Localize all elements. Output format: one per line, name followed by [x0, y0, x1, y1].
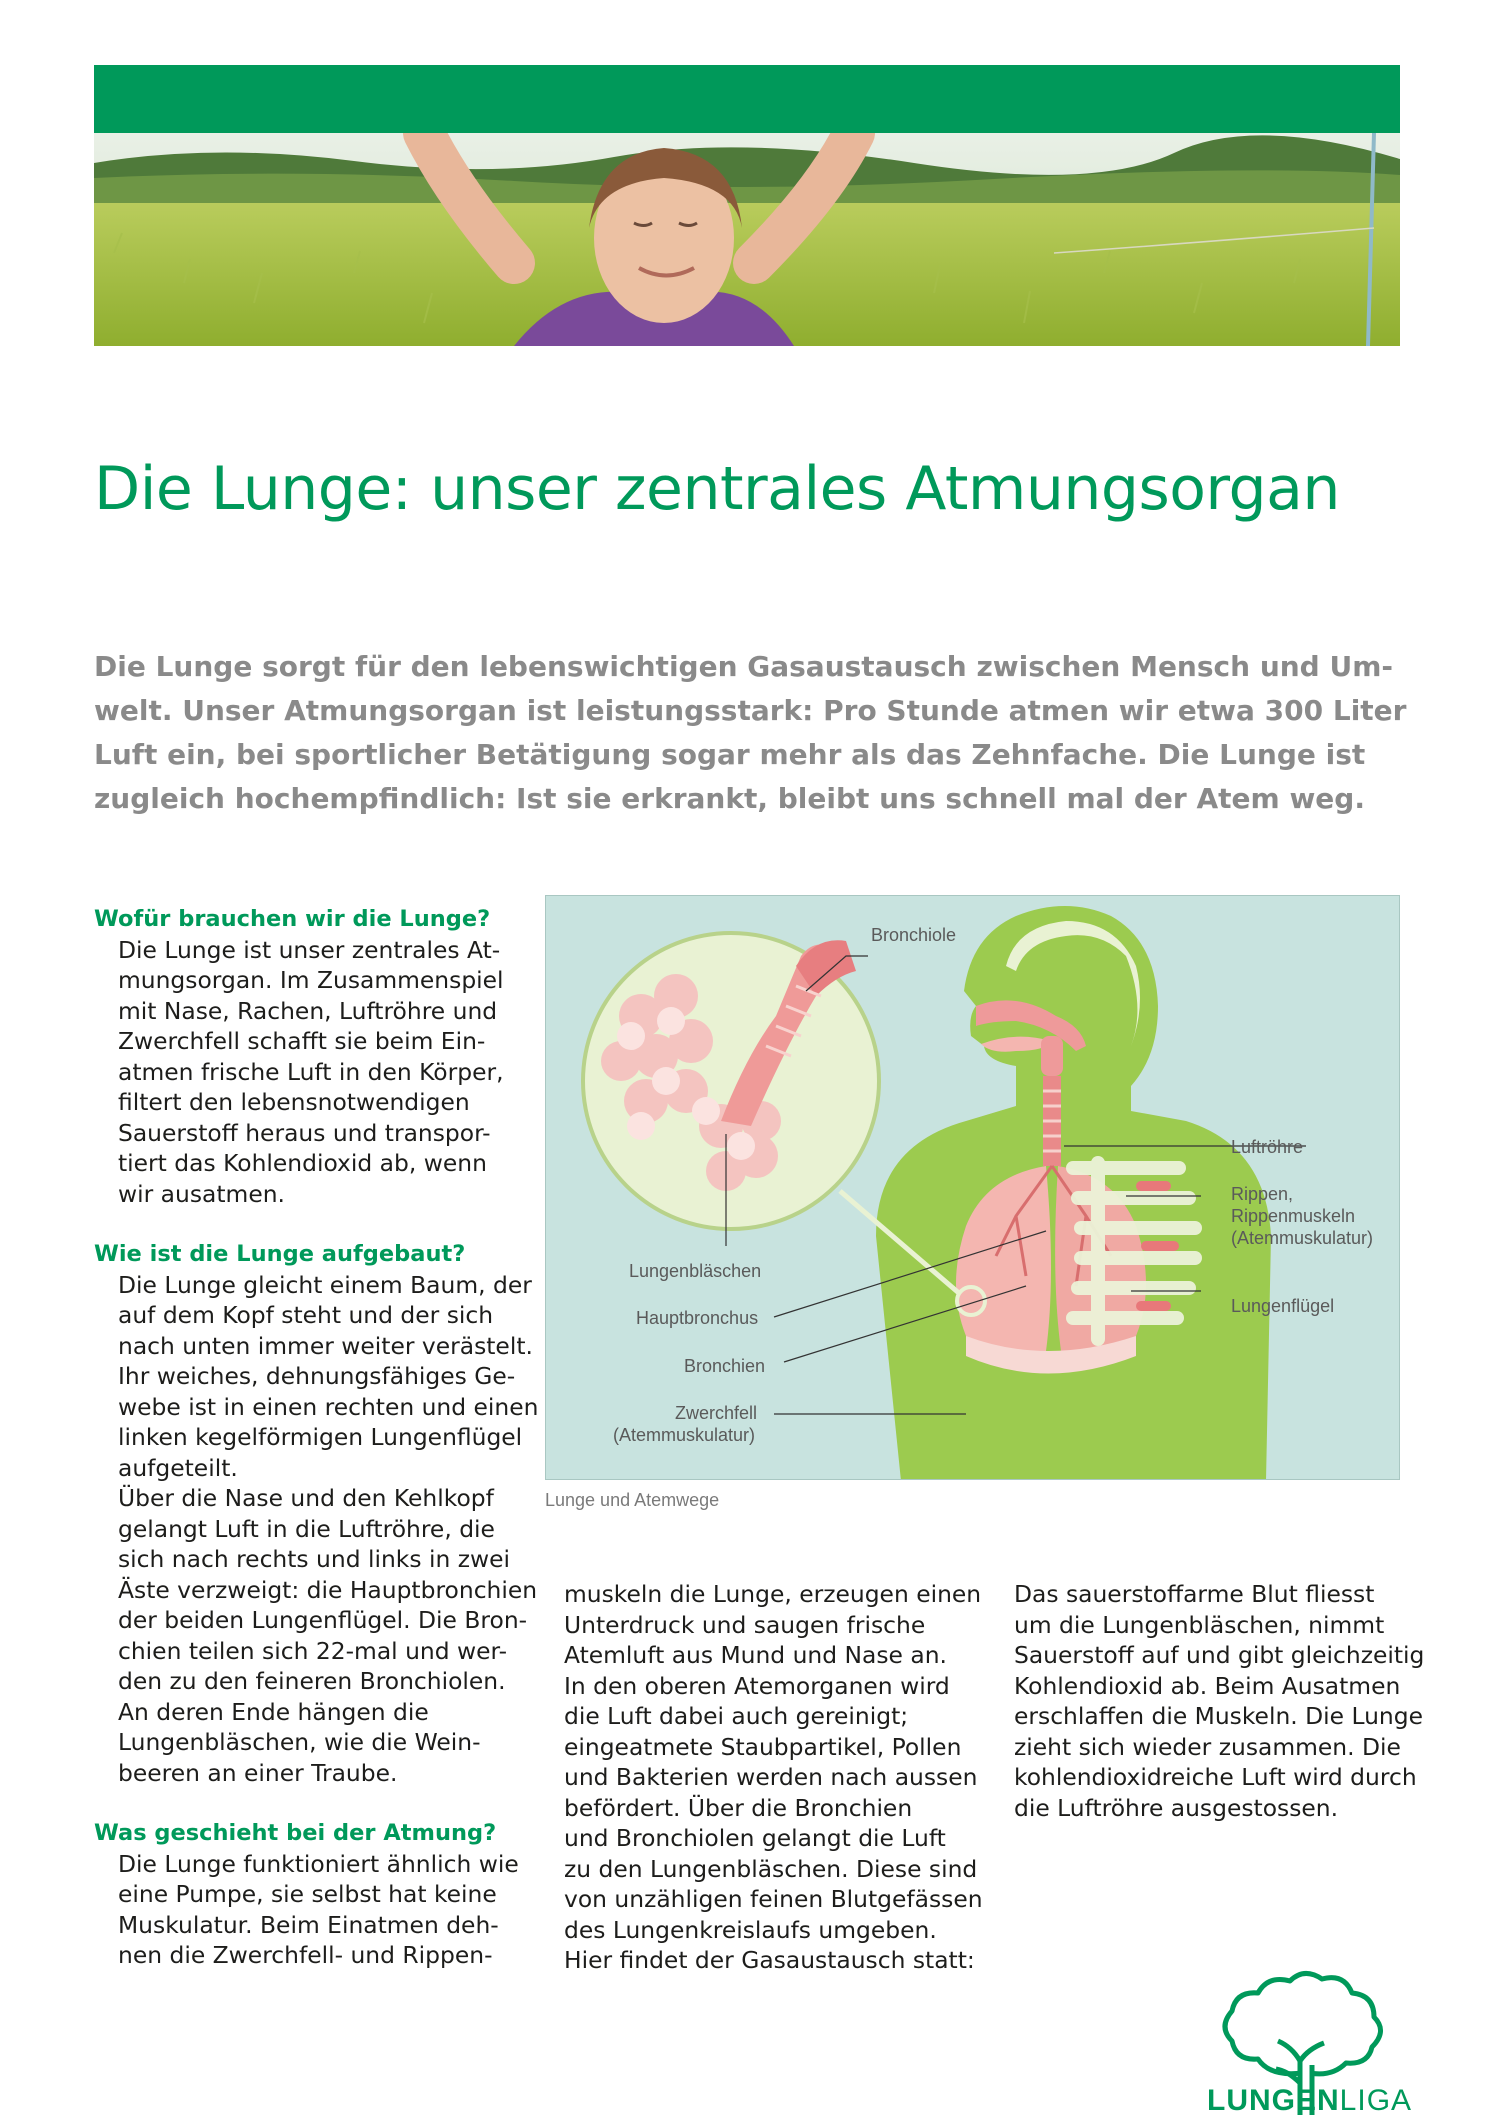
body-line: und Bakterien werden nach aussen [564, 1763, 978, 1791]
label-rippen-3: (Atemmuskulatur) [1231, 1228, 1374, 1248]
body-line: Atemluft aus Mund und Nase an. [564, 1641, 947, 1669]
body-line: kohlendioxidreiche Luft wird durch [1014, 1763, 1417, 1791]
body-line: Sauerstoff auf und gibt gleichzeitig [1014, 1641, 1425, 1669]
body-line: die Luft dabei auch gereinigt; [564, 1702, 909, 1730]
body-line: Unterdruck und saugen frische [564, 1610, 926, 1639]
body-line: sich nach rechts und links in zwei [118, 1545, 511, 1573]
body-line: Die Lunge ist unser zentrales At- [118, 935, 501, 964]
body-line: zieht sich wieder zusammen. Die [1014, 1732, 1401, 1761]
lead-line: Luft ein, bei sportlicher Betätigung sogar mehr als das Zehnfache. Die Lunge ist [94, 738, 1366, 771]
body-line: eine Pumpe, sie selbst hat keine [118, 1880, 497, 1908]
body-line: Kohlendioxid ab. Beim Ausatmen [1014, 1671, 1401, 1700]
body-line: filtert den lebensnotwendigen [118, 1088, 470, 1116]
label-rippen-1: Rippen, [1231, 1184, 1294, 1204]
body-line: Zwerchfell schafft sie beim Ein- [118, 1027, 486, 1055]
body-line: Die Lunge gleicht einem Baum, der [118, 1270, 532, 1299]
label-luftroehre: Luftröhre [1231, 1137, 1304, 1157]
header-green-bar [94, 65, 1400, 133]
lead-line: welt. Unser Atmungsorgan ist leistungsstark: Pro Stunde atmen wir etwa 300 Liter [94, 694, 1407, 727]
lung-diagram [546, 896, 1400, 1480]
section-heading: Wie ist die Lunge aufgebaut? [94, 1241, 466, 1267]
body-line: befördert. Über die Bronchien [564, 1793, 913, 1822]
body-line: In den oberen Atemorganen wird [564, 1671, 950, 1700]
label-bronchiole: Bronchiole [871, 925, 957, 945]
brand-logo-bold: LUNGEN [1207, 2084, 1340, 2117]
label-bronchien: Bronchien [684, 1356, 766, 1376]
body-line: beeren an einer Traube. [118, 1758, 398, 1787]
body-line: nach unten immer weiter verästelt. [118, 1331, 533, 1360]
body-line: Das sauerstoffarme Blut fliesst [1014, 1580, 1375, 1608]
body-line: Über die Nase und den Kehlkopf [118, 1484, 494, 1512]
text-column-1 [94, 904, 539, 1971]
body-line: Äste verzweigt: die Hauptbronchien [118, 1575, 538, 1604]
body-line: zu den Lungenbläschen. Diese sind [564, 1854, 978, 1883]
body-line: um die Lungenbläschen, nimmt [1014, 1610, 1385, 1639]
body-line: Hier findet der Gasaustausch statt: [564, 1946, 975, 1974]
label-rippen-2: Rippenmuskeln [1231, 1206, 1356, 1226]
body-line: Muskulatur. Beim Einatmen deh- [118, 1910, 499, 1939]
body-line: webe ist in einen rechten und einen [118, 1392, 539, 1421]
body-line: linken kegelförmigen Lungenflügel [118, 1423, 523, 1451]
body-line: eingeatmete Staubpartikel, Pollen [564, 1732, 962, 1761]
figure-caption: Lunge und Atemwege [545, 1490, 720, 1510]
body-line: mit Nase, Rachen, Luftröhre und [118, 996, 498, 1025]
body-line: erschlaffen die Muskeln. Die Lunge [1014, 1702, 1423, 1730]
label-lungenfluegel: Lungenflügel [1231, 1296, 1335, 1316]
body-line: mungsorgan. Im Zusammenspiel [118, 966, 504, 994]
label-lungenblaeschen: Lungenbläschen [629, 1261, 762, 1281]
body-line: Die Lunge funktioniert ähnlich wie [118, 1849, 519, 1878]
brand-logo-regular: LIGA [1339, 2084, 1413, 2117]
body-line: auf dem Kopf steht und der sich [118, 1301, 494, 1329]
body-line: muskeln die Lunge, erzeugen einen [564, 1580, 982, 1608]
lead-line: Die Lunge sorgt für den lebenswichtigen Gasaustausch zwischen Mensch und Um- [94, 650, 1394, 683]
body-line: Sauerstoff heraus und transpor- [118, 1118, 491, 1147]
body-line: wir ausatmen. [118, 1179, 285, 1208]
page-title: Die Lunge: unser zentrales Atmungsorgan [94, 454, 1340, 524]
lung-illustration [545, 895, 1400, 1480]
body-line: den zu den feineren Bronchiolen. [118, 1667, 506, 1695]
body-line: nen die Zwerchfell- und Rippen- [118, 1941, 493, 1969]
body-line: die Luftröhre ausgestossen. [1014, 1793, 1339, 1822]
body-line: Lungenbläschen, wie die Wein- [118, 1728, 481, 1756]
body-line: der beiden Lungenflügel. Die Bron- [118, 1606, 528, 1634]
body-line: und Bronchiolen gelangt die Luft [564, 1824, 946, 1852]
body-line: An deren Ende hängen die [118, 1697, 429, 1726]
body-line: tiert das Kohlendioxid ab, wenn [118, 1149, 487, 1177]
body-line: gelangt Luft in die Luftröhre, die [118, 1514, 495, 1543]
lead-line: zugleich hochempfindlich: Ist sie erkrankt, bleibt uns schnell mal der Atem weg. [94, 782, 1365, 815]
lead-paragraph [94, 645, 1407, 821]
text-column-3 [1014, 1579, 1425, 1823]
body-line: Ihr weiches, dehnungsfähiges Ge- [118, 1362, 516, 1390]
section-heading: Was geschieht bei der Atmung? [94, 1820, 497, 1846]
body-line: von unzähligen feinen Blutgefässen [564, 1885, 983, 1913]
body-line: chien teilen sich 22-mal und wer- [118, 1636, 508, 1665]
label-zwerchfell-2: (Atemmuskulatur) [613, 1425, 756, 1445]
body-line: atmen frische Luft in den Körper, [118, 1057, 504, 1086]
section-heading: Wofür brauchen wir die Lunge? [94, 906, 491, 932]
text-column-2 [564, 1579, 983, 1976]
brand-logo-text [1207, 2084, 1412, 2118]
label-zwerchfell-1: Zwerchfell [675, 1403, 758, 1423]
header-photo [94, 133, 1400, 346]
label-hauptbronchus: Hauptbronchus [636, 1308, 759, 1328]
body-line: aufgeteilt. [118, 1453, 238, 1482]
body-line: des Lungenkreislaufs umgeben. [564, 1915, 937, 1944]
meadow-photo [94, 133, 1400, 346]
